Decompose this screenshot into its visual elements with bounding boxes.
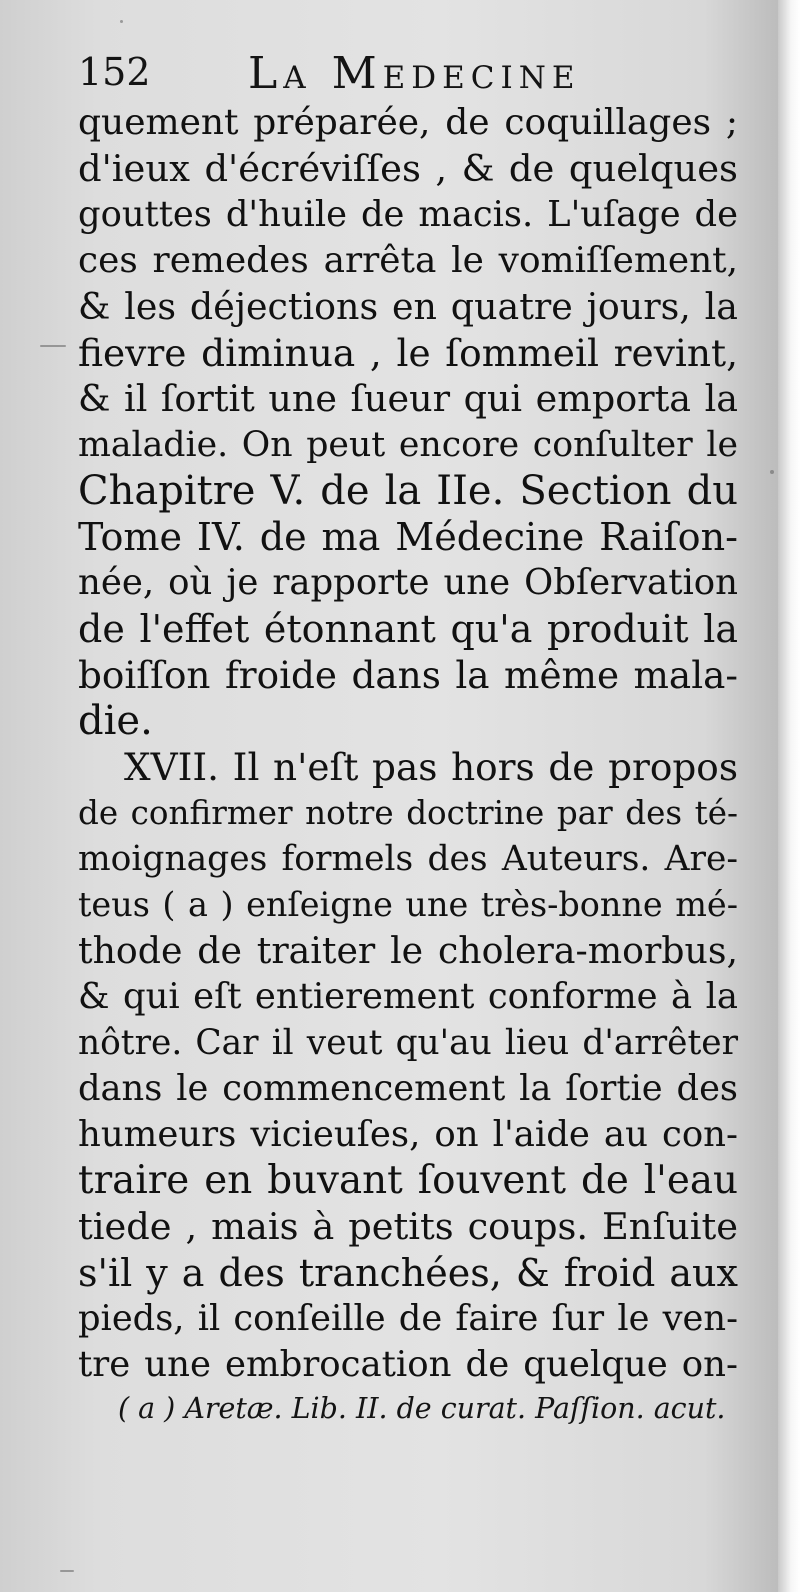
text-line: maladie. On peut encore conſulter le	[78, 425, 738, 465]
page-edge	[778, 0, 800, 1592]
text-line: nôtre. Car il veut qu'au lieu d'arrêter	[78, 1023, 738, 1063]
text-line: Chapitre V. de la IIe. Section du	[78, 468, 738, 514]
text-line: dans le commencement la ſortie des	[78, 1068, 738, 1109]
text-line: née, où je rapporte une Obſervation	[78, 562, 738, 603]
page-header	[78, 44, 738, 104]
text-line: fievre diminua , le ſommeil revint,	[78, 331, 738, 375]
text-line: Tome IV. de ma Médecine Raiſon-	[78, 515, 738, 559]
text-line: quement préparée, de coquillages ;	[78, 102, 738, 143]
text-line: pieds, il conſeille de faire ſur le ven-	[78, 1298, 738, 1339]
running-title: La Medecine	[248, 48, 581, 99]
paragraph-start-line: XVII. Il n'eſt pas hors de propos	[124, 745, 738, 789]
text-line: ces remedes arrêta le vomiſſement,	[78, 240, 738, 281]
text-line: s'il y a des tranchées, & froid aux	[78, 1251, 738, 1295]
text-line: moignages formels des Auteurs. Are-	[78, 839, 738, 879]
text-line: traire en buvant ſouvent de l'eau	[78, 1158, 738, 1203]
body-text	[78, 100, 738, 1388]
paper-speck	[770, 470, 774, 474]
text-line: tre une embrocation de quelque on-	[78, 1344, 738, 1385]
text-line: gouttes d'huile de macis. L'uſage de	[78, 194, 738, 235]
paragraph-end-line: die.	[78, 698, 153, 744]
paper-speck	[60, 1570, 74, 1572]
text-line: thode de traiter le cholera-morbus,	[78, 929, 738, 972]
footnote: ( a ) Aretæ. Lib. II. de curat. Paſſion. acut.	[118, 1392, 726, 1425]
paper-speck	[40, 345, 66, 347]
text-line: d'ieux d'écréviſſes , & de quelques	[78, 147, 738, 190]
text-line: de confirmer notre doctrine par des té-	[78, 794, 738, 832]
page-number: 152	[78, 50, 151, 94]
text-line: & les déjections en quatre jours, la	[78, 285, 738, 328]
text-line: & qui eſt entierement conforme à la	[78, 976, 738, 1017]
text-line: humeurs vicieuſes, on l'aide au con-	[78, 1114, 738, 1155]
text-line: de l'effet étonnant qu'a produit la	[78, 607, 738, 651]
text-line: & il ſortit une ſueur qui emporta la	[78, 377, 738, 420]
paper-speck	[120, 20, 123, 23]
text-line: tiede , mais à petits coups. Enſuite	[78, 1205, 738, 1248]
text-line: teus ( a ) enſeigne une très-bonne mé-	[78, 885, 738, 924]
text-line: boiſſon froide dans la même mala-	[78, 653, 738, 697]
